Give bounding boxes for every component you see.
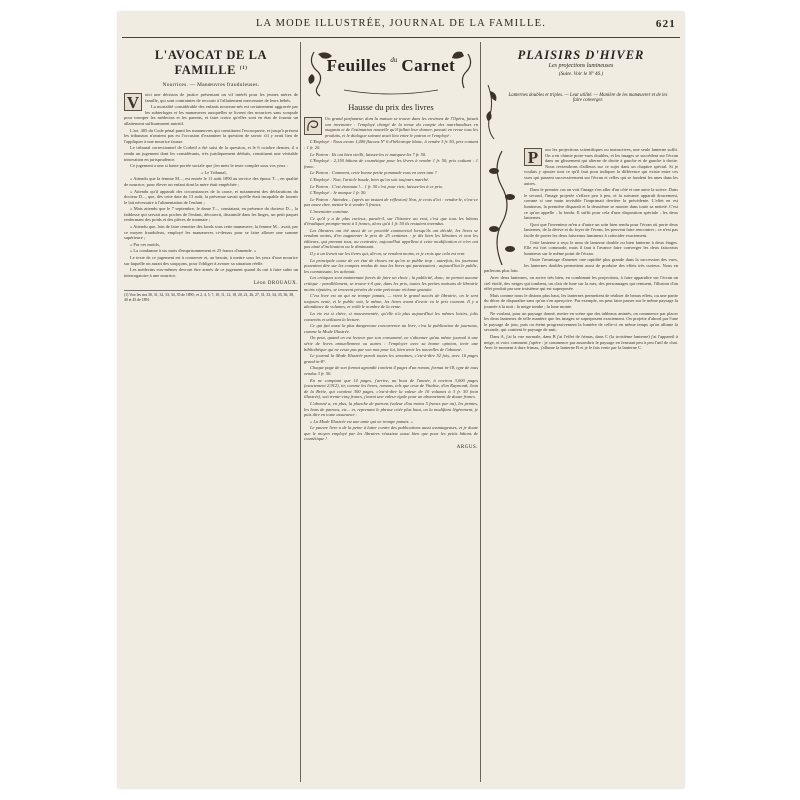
paragraph: Avec deux lanternes, on arrive très bien, en combinant les projections, à faire apparaître sur l'écran un ciel étoilé, des neiges qui tombent, un clair de lune sur la mer, des personnages qui remuent, l'illusion d'un effet produit par une troisième qui est superposée.: [484, 275, 678, 292]
paragraph: La mortalité considérable des enfants nouveau-nés est certainement aggravée par les subterfuges et les manœuvres auxquelles se livrent des nourrices sans scrupule pour tromper les médecins et les parents, et faire croire qu'elles sont en état de fournir un allaitement suffisamment nutritif.: [124, 104, 298, 126]
article-signature: ARGUS.: [456, 445, 478, 451]
drop-cap: P: [524, 148, 542, 166]
drop-cap-ornament: [304, 117, 322, 135]
paragraph: La vie est si chère, si mouvementée, qu'elle n'a plus aujourd'hui les mêmes loisirs, jolis consentis et utilisant la lecture.: [304, 311, 478, 322]
heading-text: L'AVOCAT DE LA FAMILLE: [154, 48, 268, 77]
paragraph: Dans A, j'ai la vue normale, dans B j'ai l'effet de frimas, dans C (la troisième lanterne) j'ai l'appareil à neige, et voici comment j'opère : je commence par assombrir le paysage en fermant peu à peu l'œil de chat. Avec le moment à dure frimas, j'allume la lanterne B et je le fais venir par la lanterne C.: [484, 334, 678, 351]
paragraph: Ne voulant, pour un paysage donné, mettre en scène que des tableaux animés, on commence par placer les deux lanternes de telle manière que les images se superposent exactement. On projette d'abord par l'une le paysage de jour, puis on éteint progressivement la lumière de celle-ci en même temps qu'on allume la seconde, qui contient le paysage de nuit.: [484, 310, 678, 333]
paragraph: « Mais attendu que le 7 septembre, le dame T..., constatant, en présence du docteur D..., la faiblesse qui servait aux poches de l'enfant, découvrit, dissimulé dans les linges, un petit paquet renfermant des poids et des pièces de monnaie ;: [124, 206, 298, 223]
article-signature: Léon DROUAUX.: [253, 281, 298, 287]
running-header: [118, 18, 684, 36]
page-number: 621: [655, 18, 676, 30]
paragraph: Les libraires ont été aussi de ce procédé commercial lorsqu'ils ont décidé, les livres se vendant moins, d'en augmenter le prix de 25 centimes : je dis bien les libraires et non les éditeurs, qui prenant tous, au contraire, aujourd'hui appellent à cette modification et n'en ont pas aimé d'inclination ou le diminuant.: [304, 227, 478, 250]
sequel-note: (Suite. Voir le Nº 46.): [558, 71, 604, 77]
paragraph: Les critiques sont maintenant forcés de faire un choix ; la publicité, donc, ne permet aucune critique : parallèlement, se trouve-t-il que, dans les prix, toutes les petites maisons de librairie moins réputées, se trouvent privées de cette précieuse réclame gratuite.: [304, 275, 478, 292]
title-word-feuilles: Feuilles: [326, 56, 387, 75]
paragraph: L'Employé : Non, l'article boude, bien qu'on soit toujours marché.: [310, 176, 430, 182]
paragraph: L'Employé : Nous avons 1,400 flacons Nº 6 d'héliotrope blanc, à vendre 3 fr. 50, prix contant : 1 fr. 20.: [304, 139, 478, 150]
paragraph: Ce qu'il y a de plus curieux, paraît-il, sur l'histoire au vrai, c'est que tous les bâtons d'éradiquet prompte-ment à 5 francs, alors qu'à 1 fr. 50 ils restaient invendus.: [304, 215, 478, 227]
article-ornament: [484, 81, 678, 143]
column-feuilles: [304, 42, 478, 782]
paragraph: Les médecins eux-mêmes devront être armés de ce jugement quand ils ont à faire subir un interrogatoire à une nourrice.: [124, 267, 298, 278]
article-body: [124, 92, 298, 278]
paragraph: « Par ces motifs,: [130, 241, 160, 247]
column-avocat: [124, 42, 298, 782]
paragraph: Le journal la Mode Illustrée paraît toutes les semaines, c'est-à-dire 52 fois, avec 16 pages grand in-8°.: [304, 353, 478, 364]
paragraph: En ne comptant que 14 pages, j'arrive, au bout de l'année, à environ 3,000 pages (exactement 2,912), tir, comme les livres, romans, tels que ceux de Vitalise, d'un Raymond, Jean de la Brète, qui contient 300 pages, c'est-à-dire la valeur de 10 volumes à 3 fr. 50 (non illustrés), soit trente-cinq francs, j'aurai une valeur égale pour un abonnement de douze francs.: [304, 377, 478, 400]
paragraph: C'est livre est un qui ne trompe jamais, — vient le grand succès de librairie, on le sent toujours venir, et le public soit, le même, les livres avant d'avoir vu le prix courant. Il y a abondance de volumes, et voilà le nombre de la vente.: [304, 293, 478, 310]
paragraph: La principale cause de cet état de choses est qu'on se publie trop : autrefois, les journaux pouvaient dire sur les comptes rendus de tous les livres qui paraissaient ; aujourd'hui le public, les connaissant, les achetait.: [304, 257, 478, 274]
column-divider-2: [480, 42, 481, 782]
paragraph: Un grand parfumeur, dont la maison se trouve dans les environs de l'Opéra, faisait son inventaire : l'employé chargé de la tenue du compte des marchandises en magasin et de l'estimation nouvelle qu'il fallait leur donner, passait en revue tous les produits, et le dialogue suivant avait lieu entre le patron et l'employé :: [325, 116, 478, 138]
article-heading: [124, 48, 298, 78]
article-subheading: Nourrices. — Manœuvres frauduleuses.: [162, 82, 260, 88]
article-subheading: Les projections lumineuses: [548, 63, 614, 69]
column-plaisirs: [484, 42, 678, 782]
paragraph: « Attendu que la femme M..., est entrée le 11 août 1890 au service des époux T..., en qualité de nourrice, pour élever un enfant dont la mère était empêchée ;: [124, 176, 298, 187]
paragraph: our les projections scientifiques ou instructives, une seule lanterne suffit. On a en chimie porte-vues doubles, et les images se succèdent sur l'écran dans un glissement qui alterne de droite à gauche et de gauche à droite. Nous reviendrons d'ailleurs sur ce sujet dans un chapitre spécial. Si je voulais y ajouter tout ce qu'il faut pour indiquer la différence qui existe entre ces vues qui passent successivement sur l'écran et celles qui se fondent les unes dans les autres.: [524, 147, 678, 186]
paragraph: Cette lanterne a reçu le nom de lanterne double ou bien lanterne à deux étages. Elle est fort commode, mais il faut à l'avance faire converger les deux faisceaux lumineux sur le même point de l'écran.: [524, 239, 678, 256]
paragraph: « La condamne à six mois d'emprisonnement et 25 francs d'amende. »: [130, 248, 257, 254]
paragraph: Il y a un livrait sur les livres qui, dit-on, se vendent moins, et je crois que cela est vrai.: [310, 251, 466, 257]
article-heading: PLAISIRS D'HIVER: [517, 48, 645, 62]
paragraph: L'abonné a, en plus, la planche de patrons (valeur d'au moins 5 francs par an), les primes, les bons de patrons, etc... et, reprenant le phrase citée plus haut, on la modifiant légèrement, je puis dire en toute assurance :: [304, 400, 478, 418]
vine-decoration-icon: [484, 149, 520, 267]
header-rule: [122, 37, 680, 38]
footnote: (1) Voir les nos 30, 31, 32, 33, 34, 35 de 1890 ; et 2, 4, 5, 7, 10, 11, 12, 18, 20, 21, 26, 27, 31, 33, 34, 35, 36, 38, 40 et 45 de 1891.: [124, 290, 298, 302]
paragraph: Le tribunal correctionnel de Corbeil a été saisi de la question, et le 6 octobre dernier, il a rendu un jugement dont les considérants, très juridiquement déduits, constituent une véritable innovation en jurisprudence.: [124, 145, 298, 162]
title-words: [304, 56, 478, 76]
paragraph: « La Mode Illustrée est une amie qui ne trompe jamais. »: [310, 418, 413, 424]
journal-title: LA MODE ILLUSTRÉE, JOURNAL DE LA FAMILLE.: [255, 18, 547, 29]
article-subheading: Hausse du prix des livres: [348, 102, 434, 112]
feuilles-title-ornament: [304, 46, 478, 98]
paragraph: Chaque page de son format agrandit contient 4 pages d'un roman, format in-18, type de tous vendus 3 fr. 50.: [304, 365, 478, 376]
paragraph: oici une décision de justice présentant un vif intérêt pour les jeunes mères de famille, qui sont contraintes de recourir à l'allaitement mercenaire de leurs bébés.: [145, 92, 298, 103]
title-word-carnet: Carnet: [401, 56, 456, 75]
drop-cap: V: [124, 93, 142, 111]
paragraph: Outre l'avantage d'amener une rapidité plus grande dans la succession des vues, les lanternes doubles permettent aussi de produire des effets très curieux. Nous en parlerons plus loin.: [484, 257, 678, 274]
paragraph: « Attendu que, loin de faire remettre des fonds sous cette manœuvre, la femme M... avait, par ce moyen frauduleux, employé les manœuvres ci-dessus pour se faire allouer une somme supérieure ;: [124, 224, 298, 241]
article-body: [304, 116, 478, 442]
paragraph: Ce jugement a une si haute portée sociale que j'en mets le texte complet sous vos yeux :: [130, 163, 288, 169]
paragraph: Le texte de ce jugement est à conserver et, au besoin, à mettre sous les yeux d'une nourrice sur laquelle on aurait des soupçons, pour l'obliger à avouer sa situation réelle.: [124, 255, 298, 266]
paragraph: Mais comme nous le disions plus haut, les lanternes permettent de réaliser de beaux effets, ou une partie du décor de disparaître sans qu'on s'en aperçoive. Par exemple, on peut faire passer sur le même paysage la journée à la nuit ; la neige tombe ; la lune monte.: [484, 292, 678, 310]
article-caption: Lanternes doubles et triples. — Leur utilité. — Manière de les manœuvrer et de les faire converger.: [508, 93, 668, 103]
paragraph: « Attendu qu'il apparaît des circonstances de la cause, et notamment des déclarations du docteur D..., que, dès cette date du 13 août, la prévenue savait qu'elle était incapable de fournir le lait nécessaire à l'alimentation de l'enfant ;: [124, 188, 298, 205]
paragraph: Quoi que l'inventeur m'en a d'autre un soin bien rendu pour l'écran où porte deux lanternes, de la dérive et du foyer de l'écran, les peuvent faire rencontrer ; ce n'est pas facile de porter les deux faisceaux lumineux à coïncider exactement.: [524, 221, 678, 238]
paragraph: « Le Tribunal,: [201, 169, 227, 175]
paragraph: Le Patron : Comment, cette bonne petite pommade vous en avez tant ?: [310, 170, 437, 176]
paragraph: L'art. 405 du Code pénal punit les manœuvres qui constituent l'escroquerie, et jusqu'à présent les tribunaux n'avaient pas eu l'occasion d'examiner la question de savoir s'il y avait lieu de l'appliquer à une nourrice fausse.: [124, 127, 298, 144]
paragraph: On peut, quand on est lecteur par son consommé, ne s'abonner qu'au même journal à une série de livres annuellement ou autres : l'employer avec sa bonne opinion, tenir une bibliothèque qui ne cesse pas par son mot pour lui, bien tenir les nouvelles de l'abonné.: [304, 335, 478, 352]
paragraph: Le Patron : Attendez... (après un instant de réflexion) Non, je crois d'ici : vendez-le, n'est-ce pas assez cher, mettez-le à vendre 5 francs.: [304, 196, 478, 208]
paragraph: Le Patron : C'est étonnant !... 1 fr. 50 c'est pour rien, laissez-les à ce prix.: [310, 183, 444, 189]
newspaper-page: [118, 12, 684, 788]
paragraph: L'inventaire continue.: [310, 208, 350, 214]
ornament-icon: [305, 118, 321, 134]
paragraph: L'Employé : Je marque 1 fr. 50.: [310, 190, 367, 196]
title-word-du: du: [390, 56, 398, 64]
lantern-illustration: [484, 149, 520, 267]
column-divider-1: [300, 42, 301, 782]
paragraph: L'Employé : 2,150 bâtons de cosmétique pour les lèvres à vendre 1 fr. 50, prix coûtant : 1 franc.: [304, 158, 478, 169]
heading-note: (1): [239, 65, 248, 71]
paragraph: Dans le premier cas on voit l'image s'en aller d'un côté et une autre la suivre. Dans le second, l'image projetée s'efface peu à peu, et la suivante apparaît doucement, comme si une main invisible l'imprimait derrière la précédente. L'effet en est lumineux, la première disparaît et la deuxième se montre dans toute sa netteté. C'est ce qu'on appelle : la fondu. Il suffit pour cela d'une disposition spéciale : les deux lanternes.: [524, 187, 678, 221]
paragraph: Ce qui fait aussi la plus dangereuse concurrence au livre, c'est la publication de journaux, comme la Mode Illustrée.: [304, 323, 478, 334]
article-body: [484, 147, 678, 352]
paragraph: Le pauvre livre a de la peine à lutter contre des publications aussi avantageuses, et je doute que le moyen employé par les libraires réussisse aussi bien que pour les petits bâtons de cosmétique !: [304, 425, 478, 442]
paragraph: Le Patron : Ils ont bien vieilli, laissez-les et marquez-les 7 fr. 50.: [310, 151, 427, 157]
decorative-ornament-svg: [484, 81, 678, 143]
